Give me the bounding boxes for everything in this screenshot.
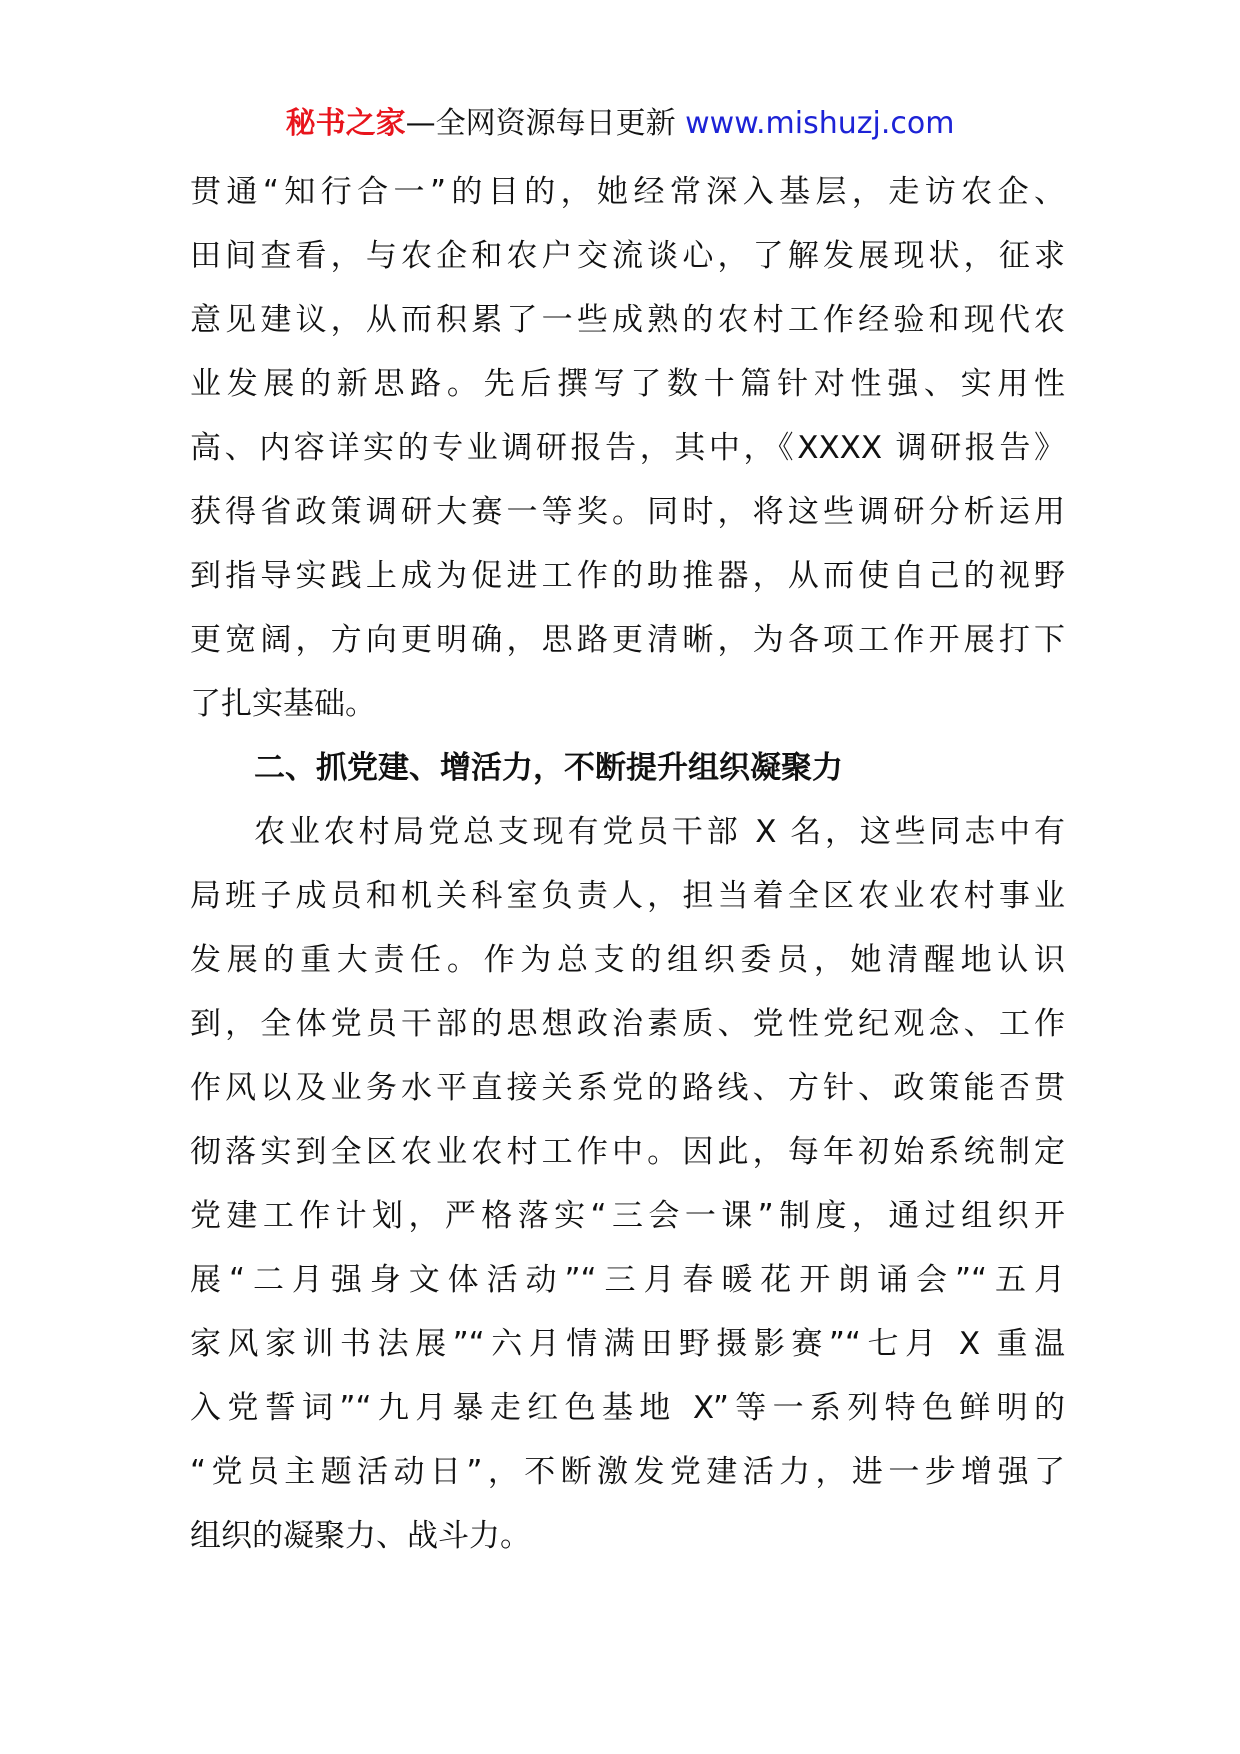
text-line: 获得省政策调研大赛一等奖。同时，将这些调研分析运用	[190, 494, 1065, 530]
text-line: 田间查看，与农企和农户交流谈心，了解发展现状，征求	[190, 238, 1065, 274]
text-line: 高、内容详实的专业调研报告，其中，《XXXX 调研报告》	[190, 430, 1065, 466]
section-heading: 二、抓党建、增活力，不断提升组织凝聚力	[254, 750, 843, 786]
document-body	[190, 160, 1065, 1568]
text-line: 农业农村局党总支现有党员干部 X 名，这些同志中有	[254, 814, 1065, 850]
text-line: 展“二月强身文体活动”“三月春暖花开朗诵会”“五月	[190, 1262, 1065, 1298]
text-line: 到，全体党员干部的思想政治素质、党性党纪观念、工作	[190, 1006, 1065, 1042]
text-line: 业发展的新思路。先后撰写了数十篇针对性强、实用性	[190, 366, 1065, 402]
site-url-link[interactable]: www.mishuzj.com	[685, 106, 955, 141]
text-line: 更宽阔，方向更明确，思路更清晰，为各项工作开展打下	[190, 622, 1065, 658]
text-line: 局班子成员和机关科室负责人，担当着全区农业农村事业	[190, 878, 1065, 914]
text-line: “党员主题活动日”，不断激发党建活力，进一步增强了	[190, 1454, 1065, 1490]
text-line: 作风以及业务水平直接关系党的路线、方针、政策能否贯	[190, 1070, 1065, 1106]
text-line: 组织的凝聚力、战斗力。	[190, 1518, 531, 1554]
text-line: 彻落实到全区农业农村工作中。因此，每年初始系统制定	[190, 1134, 1065, 1170]
text-line: 了扎实基础。	[190, 686, 376, 722]
site-header	[0, 102, 1240, 146]
header-tagline: —全网资源每日更新	[405, 106, 676, 141]
text-line: 发展的重大责任。作为总支的组织委员，她清醒地认识	[190, 942, 1065, 978]
text-line: 意见建议，从而积累了一些成熟的农村工作经验和现代农	[190, 302, 1065, 338]
text-line: 到指导实践上成为促进工作的助推器，从而使自己的视野	[190, 558, 1065, 594]
text-line: 家风家训书法展”“六月情满田野摄影赛”“七月 X 重温	[190, 1326, 1065, 1362]
brand-name: 秘书之家	[285, 106, 406, 141]
text-line: 入党誓词”“九月暴走红色基地 X”等一系列特色鲜明的	[190, 1390, 1065, 1426]
text-line: 党建工作计划，严格落实“三会一课”制度，通过组织开	[190, 1198, 1065, 1234]
text-line: 贯通“知行合一”的目的，她经常深入基层，走访农企、	[190, 174, 1065, 210]
